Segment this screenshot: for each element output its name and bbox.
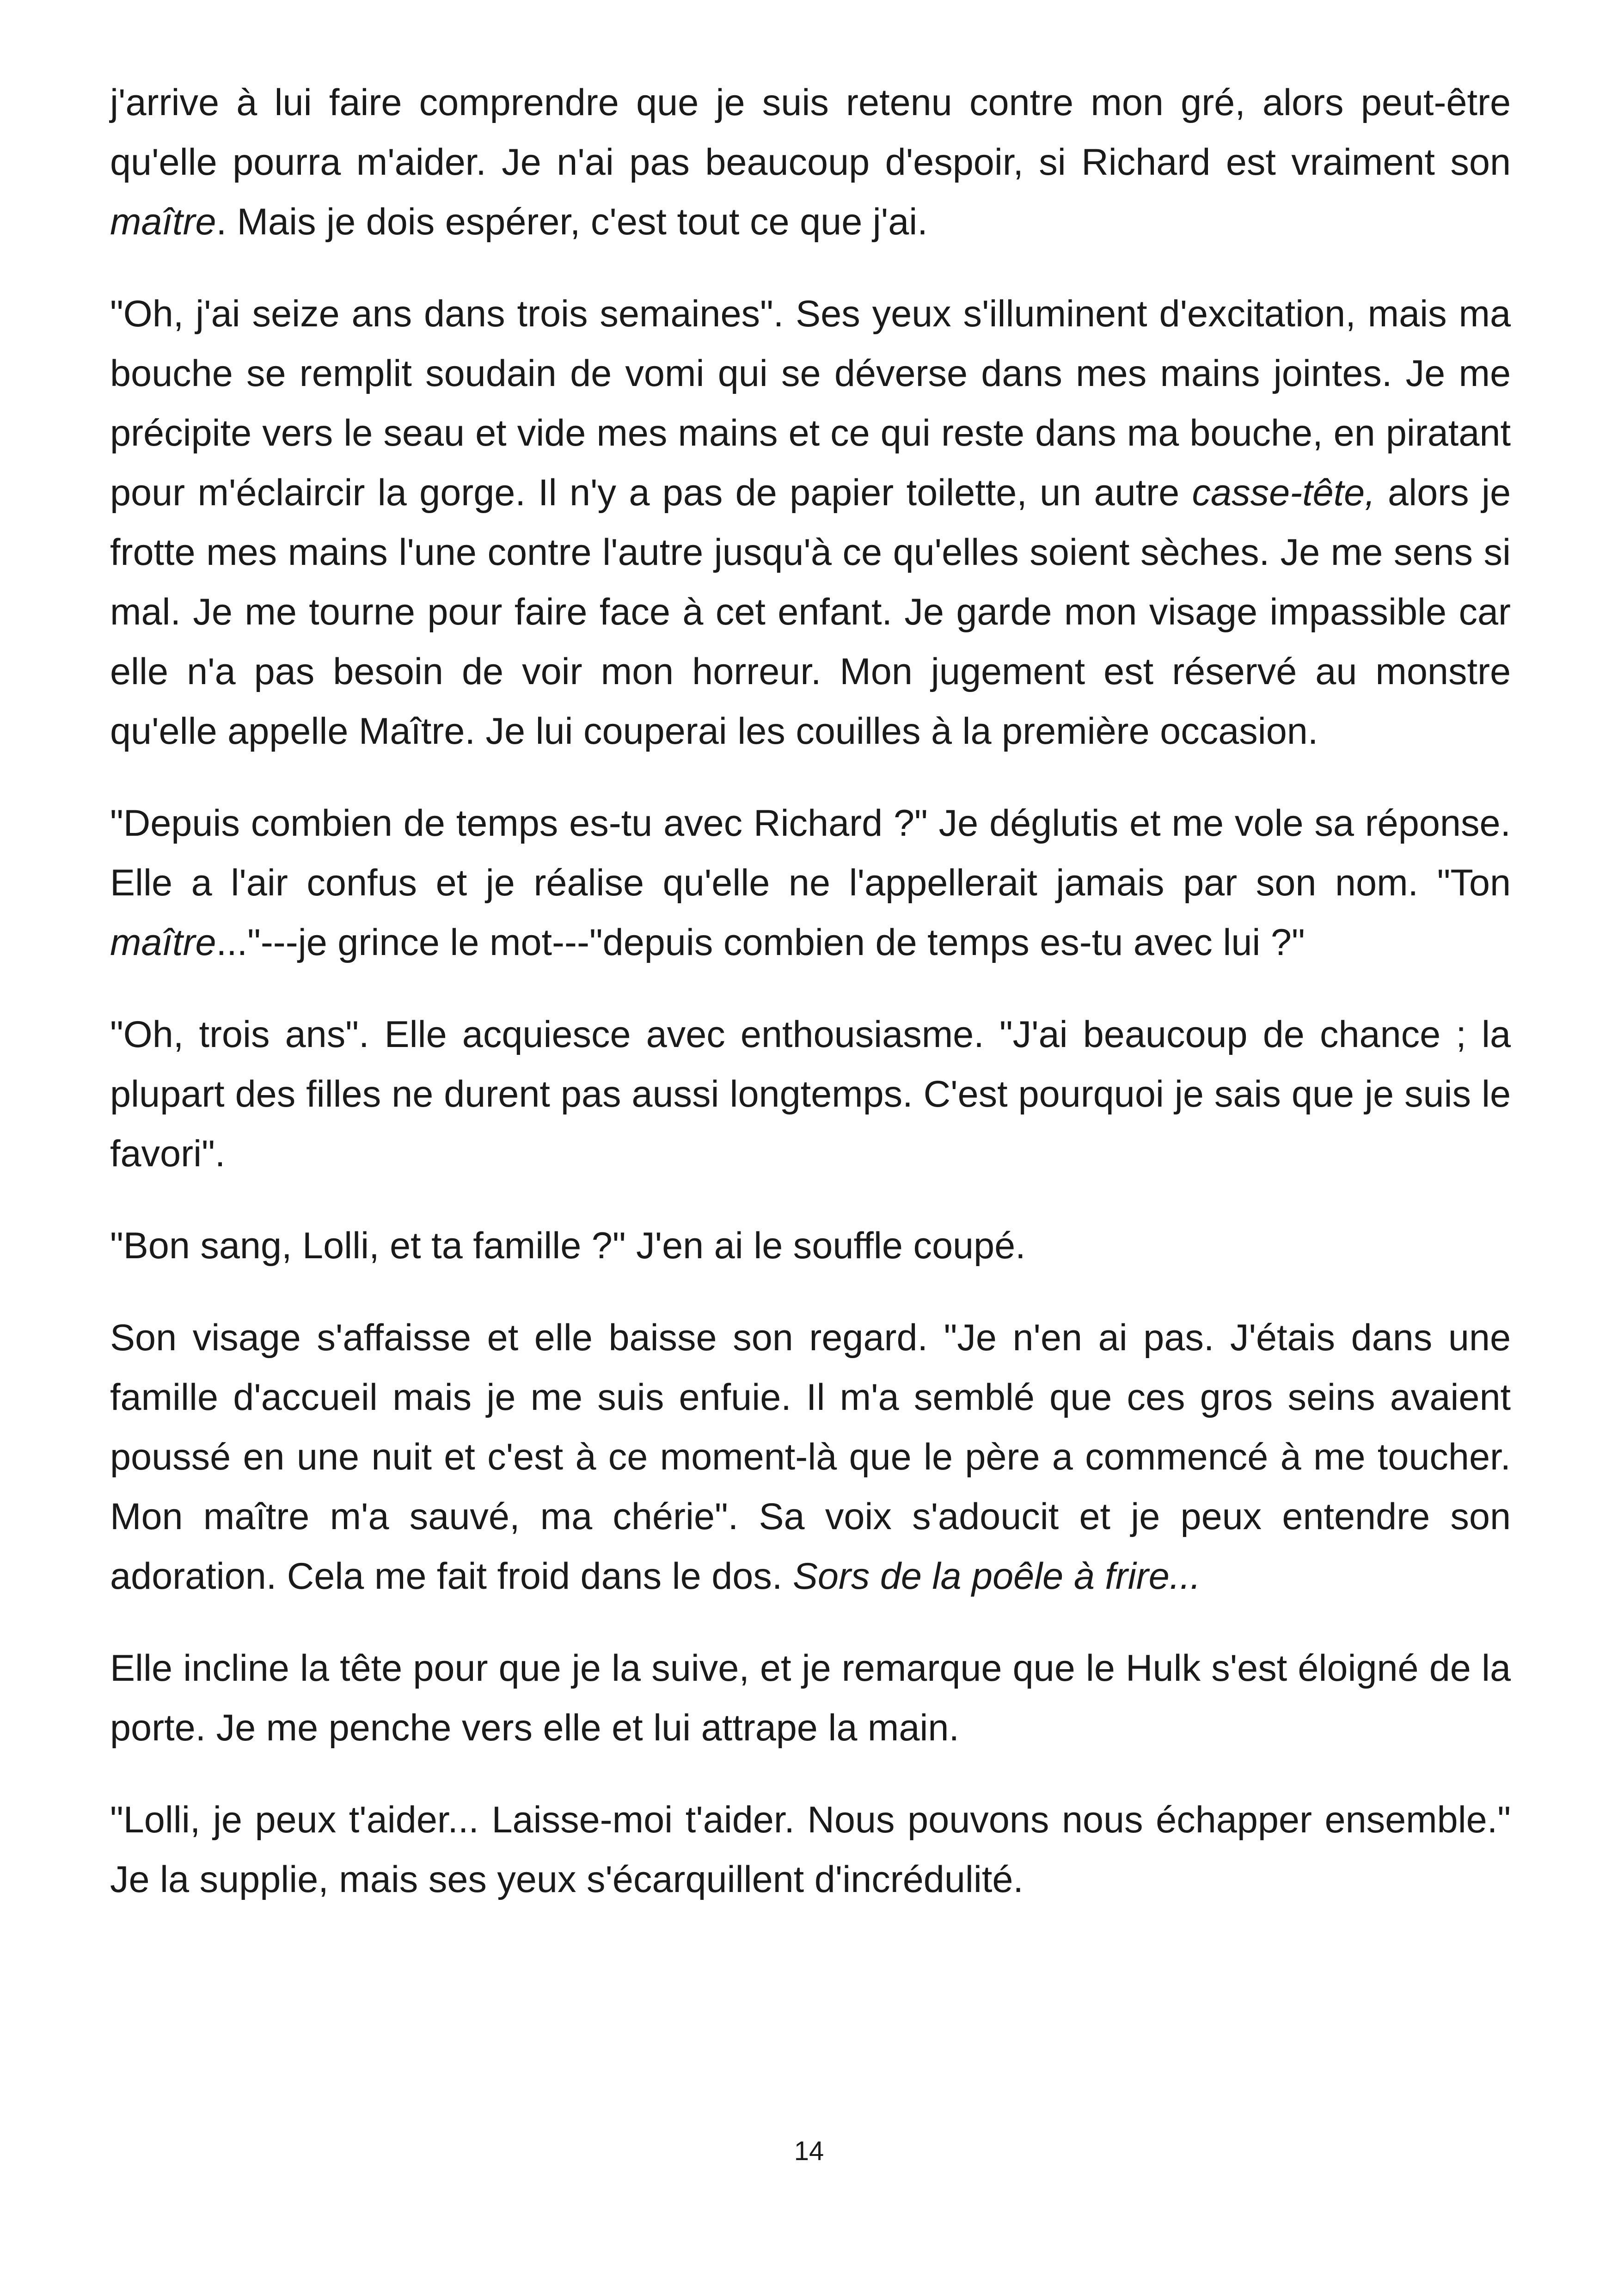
text-run: "Bon sang, Lolli, et ta famille ?" J'en ai le souffle coupé. — [110, 1225, 1026, 1267]
text-run: "Lolli, je peux t'aider... Laisse-moi t'aider. Nous pouvons nous échapper ensemble." Je la supplie, mais ses yeux s'écarquillent d'incrédulité. — [110, 1799, 1511, 1900]
italic-run: Sors de la poêle à frire... — [792, 1555, 1201, 1597]
body-text — [110, 73, 1511, 1942]
paragraph-2 — [110, 284, 1511, 761]
text-run: . Mais je dois espérer, c'est tout ce que j'ai. — [216, 201, 928, 243]
text-run: ..."---je grince le mot---"depuis combien de temps es-tu avec lui ?" — [216, 922, 1305, 963]
text-run: "Depuis combien de temps es-tu avec Richard ?" Je déglutis et me vole sa réponse. Elle a l'air confus et je réalise qu'elle ne l'appellerait jamais par son nom. "Ton — [110, 802, 1511, 904]
italic-run: maître — [110, 922, 216, 963]
italic-run: casse-tête, — [1192, 472, 1375, 514]
text-run: Elle incline la tête pour que je la suive, et je remarque que le Hulk s'est éloigné de la porte. Je me penche vers elle et lui attrape la main. — [110, 1647, 1511, 1749]
italic-run: maître — [110, 201, 216, 243]
text-run: j'arrive à lui faire comprendre que je suis retenu contre mon gré, alors peut-être qu'elle pourra m'aider. Je n'ai pas beaucoup d'espoir, si Richard est vraiment son — [110, 82, 1511, 183]
text-run: alors je frotte mes mains l'une contre l'autre jusqu'à ce qu'elles soient sèches. Je me sens si mal. Je me tourne pour faire face à cet enfant. Je garde mon visage impassible car elle n'a pas besoin de voir mon horreur. Mon jugement est réservé au monstre qu'elle appelle Maître. Je lui couperai les couilles à la première occasion. — [110, 472, 1511, 752]
text-run: Son visage s'affaisse et elle baisse son regard. "Je n'en ai pas. J'étais dans une famille d'accueil mais je me suis enfuie. Il m'a semblé que ces gros seins avaient poussé en une nuit et c'est à ce moment-là que le père a commencé à me toucher. Mon maître m'a sauvé, ma chérie". Sa voix s'adoucit et je peux entendre son adoration. Cela me fait froid dans le dos. — [110, 1317, 1511, 1597]
paragraph-6 — [110, 1308, 1511, 1606]
paragraph-5 — [110, 1216, 1511, 1276]
paragraph-4 — [110, 1005, 1511, 1184]
paragraph-7 — [110, 1639, 1511, 1758]
paragraph-3 — [110, 794, 1511, 973]
page-number: 14 — [794, 2136, 824, 2166]
paragraph-8 — [110, 1790, 1511, 1910]
text-run: "Oh, j'ai seize ans dans trois semaines". Ses yeux s'illuminent d'excitation, mais ma bouche se remplit soudain de vomi qui se déverse dans mes mains jointes. Je me précipite vers le seau et vide mes mains et ce qui reste dans ma bouche, en piratant pour m'éclaircir la gorge. Il n'y a pas de papier toilette, un autre — [110, 293, 1511, 514]
paragraph-1 — [110, 73, 1511, 252]
text-run: "Oh, trois ans". Elle acquiesce avec enthousiasme. "J'ai beaucoup de chance ; la plupart des filles ne durent pas aussi longtemps. C'est pourquoi je sais que je suis le favori". — [110, 1014, 1511, 1175]
